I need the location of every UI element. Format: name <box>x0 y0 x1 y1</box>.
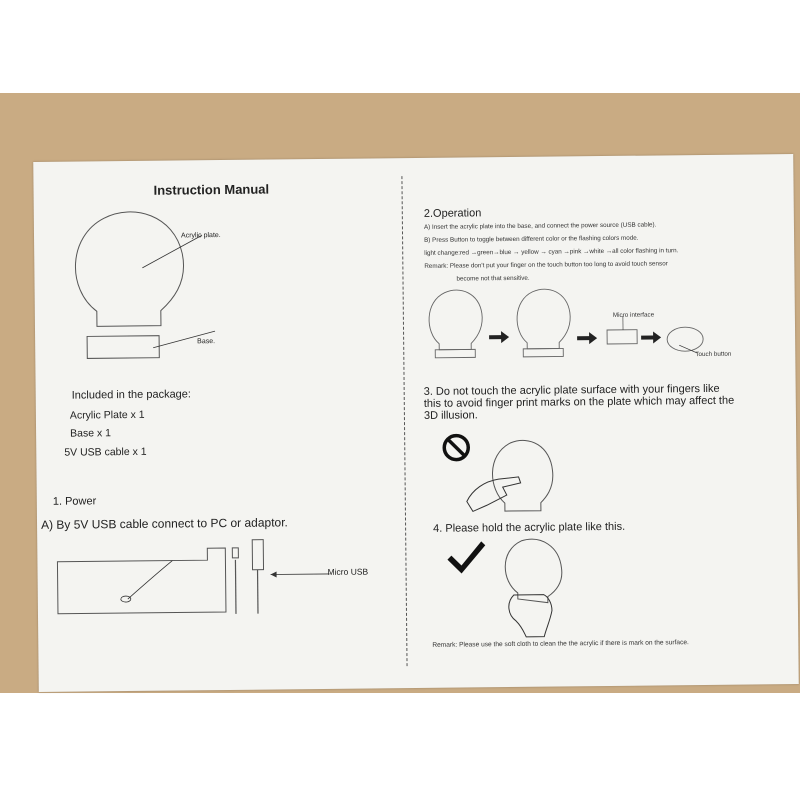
operation-heading: 2.Operation <box>423 207 482 220</box>
cleaning-remark: Remark: Please use the soft cloth to clean the the acrylic if there is mark on the surface. <box>432 639 689 649</box>
step-4-text: 4. Please hold the acrylic plate like this. <box>433 520 626 535</box>
step-3-text: 3. Do not touch the acrylic plate surface with your fingers like this to avoid finger print marks on the plate which may affect the 3D illusion. <box>423 382 735 422</box>
operation-line: B) Press Button to toggle between different color or the flashing colors mode. <box>424 234 639 244</box>
fold-line <box>401 176 407 666</box>
package-item: 5V USB cable x 1 <box>64 445 147 459</box>
micro-interface-label: Micro interface <box>612 311 655 319</box>
photo-background-top <box>0 0 800 93</box>
package-item: Base x 1 <box>70 427 112 440</box>
operation-line: A) Insert the acrylic plate into the base, and connect the power source (USB cable). <box>423 221 657 231</box>
package-item: Acrylic Plate x 1 <box>69 408 145 422</box>
manual-title: Instruction Manual <box>153 181 270 198</box>
hold-plate-illustration <box>447 536 578 637</box>
micro-usb-label: Micro USB <box>327 566 369 577</box>
package-heading: Included in the package: <box>71 388 192 402</box>
instruction-sheet <box>33 154 799 692</box>
power-heading: 1. Power <box>52 495 97 508</box>
operation-line: light change:red →green→blue → yellow → cyan →pink →white →all color flashing in turn. <box>424 247 679 257</box>
bulb-plate-icon <box>74 205 196 366</box>
acrylic-plate-label: Acrylic plate. <box>180 232 221 240</box>
base-label: Base. <box>197 338 216 346</box>
operation-line: become not that sensitive. <box>456 274 530 283</box>
power-line: A) By 5V USB cable connect to PC or adaptor. <box>40 515 288 532</box>
touch-button-label: Touch button <box>695 350 732 359</box>
no-touch-illustration <box>436 428 567 519</box>
operation-line: Remark: Please don't put your finger on the touch button too long to avoid touch sensor <box>424 260 668 270</box>
power-diagram <box>57 538 378 621</box>
photo-background-bottom <box>0 693 800 800</box>
